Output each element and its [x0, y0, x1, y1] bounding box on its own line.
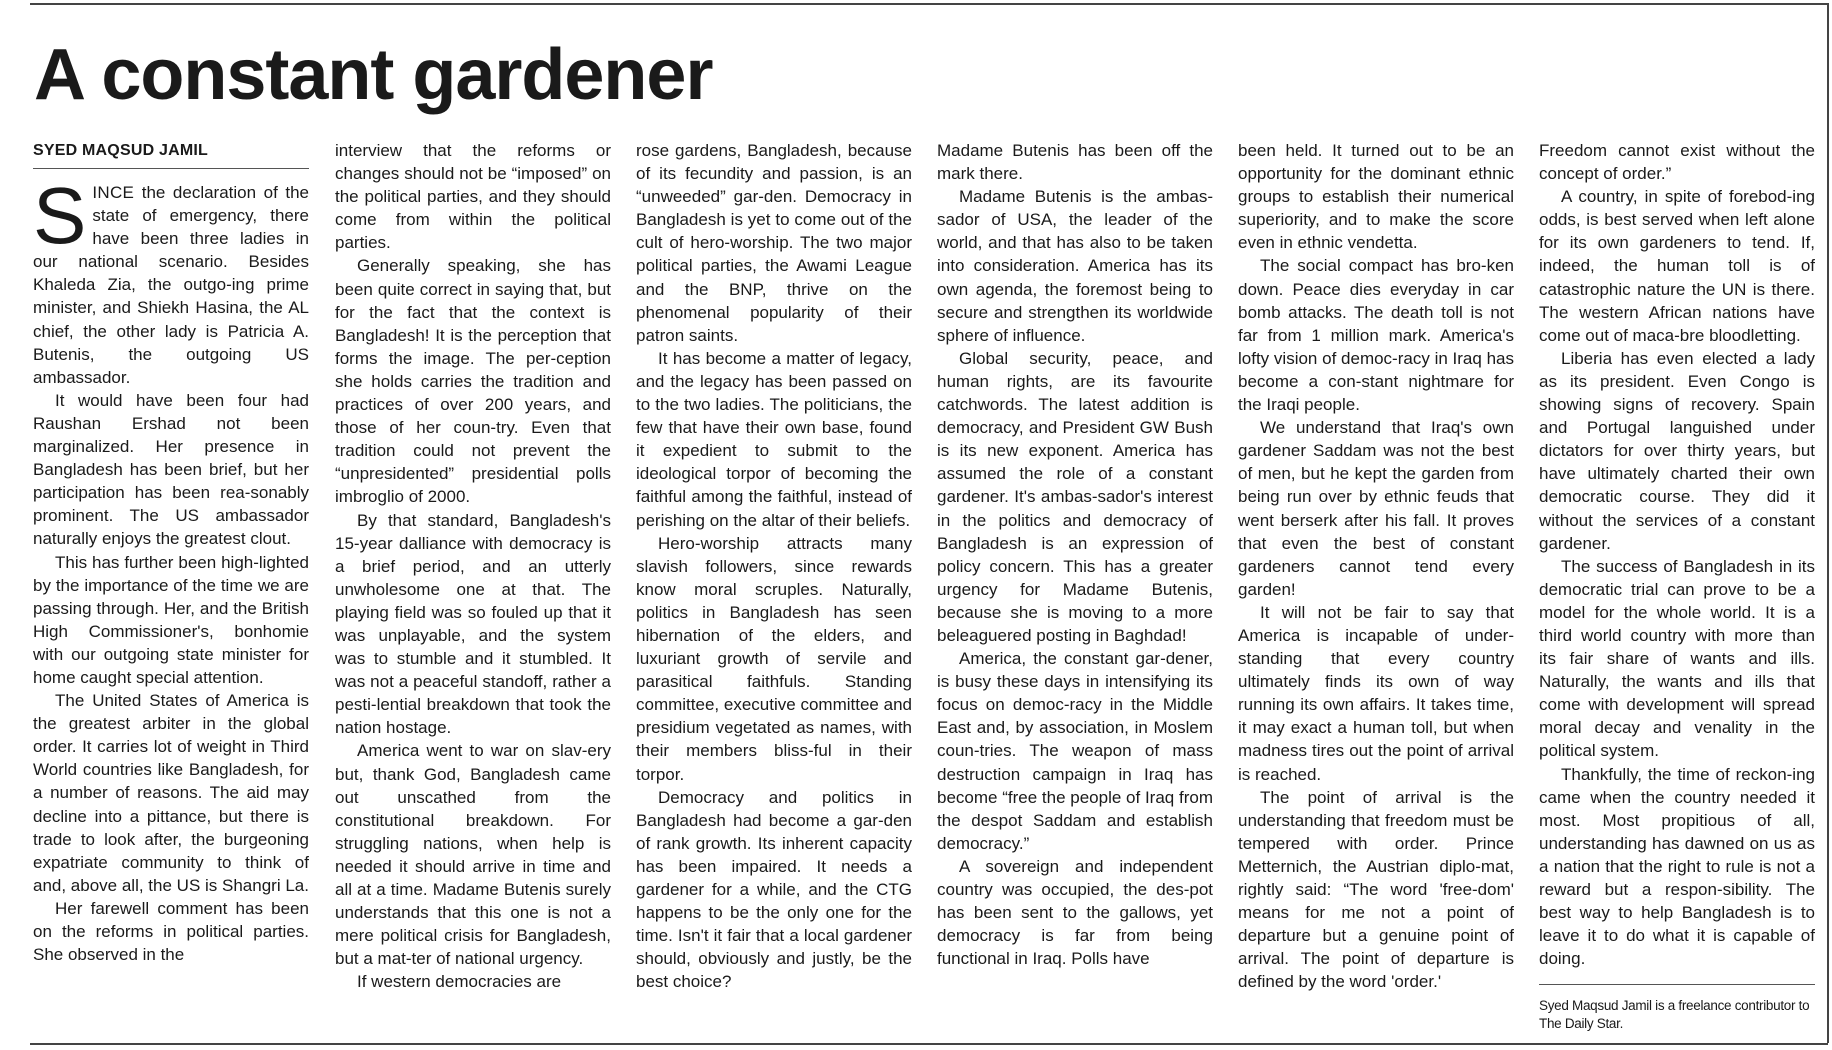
drop-cap: S — [33, 171, 87, 260]
column-3 — [636, 139, 912, 993]
paragraph: Hero-worship attracts many slavish followers, since rewards know moral scruples. Naturally, politics in Bangladesh has seen hibernation of the elders, and luxuriant growth of servile and parasitical faithfuls. Standing committee, executive committee and presidium vegetated as names, with their members bliss-ful in their torpor. — [636, 533, 912, 784]
paragraph: Global security, peace, and human rights, are its favourite catchwords. The latest addition is democracy, and President GW Bush is its new exponent. America has assumed the role of a constant gardener. It's ambas-sador's interest in the politics and democracy of Bangladesh is an expression of policy concern. This has a greater urgency for Madame Butenis, because she is moving to a more beleaguered posting in Baghdad! — [937, 348, 1213, 645]
column-5 — [1238, 139, 1514, 993]
paragraph: Democracy and politics in Bangladesh had become a gar-den of rank growth. Its inherent capacity has been impaired. It needs a gardener for a while, and the CTG happens to be the only one for the time. Isn't it fair that a local gardener should, obviously and justly, be the best choice? — [636, 787, 912, 992]
bottom-rule — [30, 1043, 1828, 1045]
column-1 — [33, 139, 309, 966]
top-rule — [30, 3, 1828, 5]
lead-text: the declaration of the state of emergency, there have been three ladies in our national scenario. Besides Khaleda Zia, the outgo-ing prime minister, and Shiekh Hasina, the AL chief, the other lady is Patricia A. Butenis, the outgoing US ambassador. — [33, 183, 309, 387]
paragraph: It has become a matter of legacy, and the legacy has been passed on to the two ladies. The politicians, the few that have their own base, found it expedient to submit to the ideological torpor of becoming the faithful among the faithful, instead of perishing on the altar of their beliefs. — [636, 348, 912, 530]
paragraph-continued: Freedom cannot exist without the concept of order.” — [1539, 141, 1815, 184]
paragraph: Madame Butenis is the ambas-sador of USA, the leader of the world, and that has also to be taken into consideration. America has its own agenda, the foremost being to secure and strengthen its worldwide sphere of influence. — [937, 187, 1213, 345]
paragraph: By that standard, Bangladesh's 15-year dalliance with democracy is a brief period, and an utterly unwholesome one at that. The playing field was so fouled up that it was unplayable, and the system was to stumble and it stumbled. It was not a peaceful standoff, rather a pesti-lential breakdown that took the nation hostage. — [335, 510, 611, 738]
paragraph-continued: been held. It turned out to be an opportunity for the dominant ethnic groups to establish their numerical superiority, and to make the score even in ethnic vendetta. — [1238, 141, 1514, 253]
paragraph: The United States of America is the greatest arbiter in the global order. It carries lot of weight in Third World countries like Bangladesh, for a number of reasons. The aid may decline into a pittance, but there is trade to look after, the burgeoning expatriate community to think of and, above all, the US is Shangri La. — [33, 691, 309, 895]
paragraph: Liberia has even elected a lady as its president. Even Congo is showing signs of recovery. Spain and Portugal languished under dictators for over thirty years, but have ultimately charted their own democratic course. They did it without the services of a constant gardener. — [1539, 348, 1815, 553]
column-6 — [1539, 139, 1815, 1033]
byline: SYED MAQSUD JAMIL — [33, 139, 309, 169]
paragraph: The success of Bangladesh in its democratic trial can prove to be a model for the whole world. It is a third world country with more than its fair share of wants and ills. Naturally, the wants and ills that come with development will spread moral decay and venality in the political system. — [1539, 556, 1815, 761]
author-footnote: Syed Maqsud Jamil is a freelance contributor to The Daily Star. — [1539, 984, 1815, 1033]
paragraph: America, the constant gar-dener, is busy these days in intensifying its focus on democ-racy in the Middle East and, by association, in Moslem coun-tries. The weapon of mass destruction campaign in Iraq has become “free the people of Iraq from the despot Saddam and establish democracy.” — [937, 649, 1213, 853]
paragraph: Thankfully, the time of reckon-ing came when the country needed it most. Most propitious of all, understanding has dawned on us as a nation that the right to rule is not a reward but a respon-sibility. The best way to help Bangladesh is to leave it to do what it is capable of doing. — [1539, 764, 1815, 969]
paragraph: This has further been high-lighted by the importance of the time we are passing through. Her, and the British High Commissioner's, bonhomie with our outgoing state minister for home caught special attention. — [33, 552, 309, 687]
paragraph: A country, in spite of forebod-ing odds, is best served when left alone for its own gardeners to tend. If, indeed, the human toll is of catastrophic nature the UN is there. The western African nations have come out of maca-bre bloodletting. — [1539, 187, 1815, 345]
paragraph-continued: Madame Butenis has been off the mark there. — [937, 141, 1213, 184]
paragraph: Her farewell comment has been on the reforms in political parties. She observed in the — [33, 898, 309, 965]
column-2 — [335, 139, 611, 993]
paragraph: If western democracies are — [357, 972, 562, 992]
paragraph-continued: rose gardens, Bangladesh, because of its fecundity and passion, is an “unweeded” gar-den. Democracy in Bangladesh is yet to come out of the cult of hero-worship. The two major political parties, the Awami League and the BNP, thrive on the phenomenal popularity of their patron saints. — [636, 141, 912, 345]
lead-paragraph — [33, 171, 309, 389]
right-rule — [1827, 3, 1829, 1043]
paragraph: It would have been four had Raushan Ershad not been marginalized. Her presence in Bangladesh has been brief, but her participation has been rea-sonably prominent. The US ambassador naturally enjoys the greatest clout. — [33, 390, 309, 549]
lead-caps: INCE — [92, 183, 135, 202]
paragraph: Generally speaking, she has been quite correct in saying that, but for the fact that the context is Bangladesh! It is the perception that forms the image. The per-ception she holds carries the tradition and practices of over 200 years, and those of her coun-try. Even that tradition could not prevent the “unpresidented” presidential polls imbroglio of 2000. — [335, 256, 611, 507]
paragraph: It will not be fair to say that America is incapable of under-standing that every country ultimately finds its own of way running its own affairs. It takes time, it may exact a human toll, but when madness tires out the point of arrival is reached. — [1238, 602, 1514, 784]
paragraph: America went to war on slav-ery but, thank God, Bangladesh came out unscathed from the constitutional breakdown. For struggling nations, when help is needed it should arrive in time and all at a time. Madame Butenis surely understands that this one is not a mere political crisis for Bangladesh, but a mat-ter of national urgency. — [335, 741, 611, 969]
paragraph: The social compact has bro-ken down. Peace dies everyday in car bomb attacks. The death toll is not far from 1 million mark. America's lofty vision of democ-racy in Iraq has become a con-stant nightmare for the Iraqi people. — [1238, 256, 1514, 415]
paragraph-continued: interview that the reforms or changes should not be “imposed” on the political parties, and they should come from within the political parties. — [335, 141, 611, 253]
headline: A constant gardener — [34, 35, 713, 115]
column-4 — [937, 139, 1213, 970]
paragraph: A sovereign and independent country was occupied, the des-pot has been sent to the gallows, yet democracy is far from being functional in Iraq. Polls have — [937, 856, 1213, 969]
paragraph: We understand that Iraq's own gardener Saddam was not the best of men, but he kept the garden from being run over by ethnic feuds that went berserk after his fall. It proves that even the best of constant gardeners cannot tend every garden! — [1238, 418, 1514, 599]
paragraph: The point of arrival is the understanding that freedom must be tempered with order. Prince Metternich, the Austrian diplo-mat, rightly said: “The word 'free-dom' means for me not a point of departure but a genuine point of arrival. The point of departure is defined by the word 'order.' — [1238, 787, 1514, 992]
